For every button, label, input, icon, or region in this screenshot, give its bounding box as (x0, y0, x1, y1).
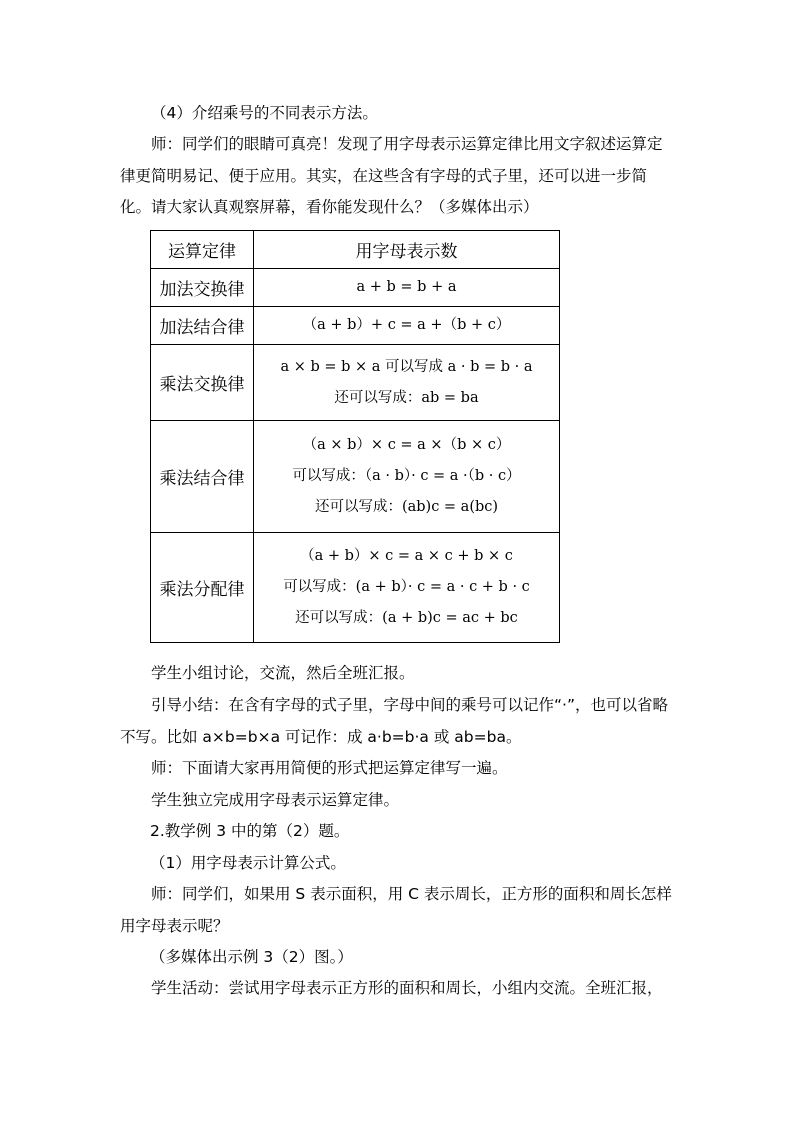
formula-line: 可以写成：（a · b）· c = a ·（b · c） (292, 468, 521, 484)
law-formula (254, 307, 560, 345)
formula-line: 可以写成：(a + b）· c = a · c + b · c (283, 579, 530, 595)
law-name: 乘法交换律 (151, 345, 254, 421)
formula-line: a × b = b × a 可以写成 a · b = b · a (280, 358, 533, 375)
law-formula (254, 421, 560, 533)
paragraph-student-activity: 学生活动：尝试用字母表示正方形的面积和周长，小组内交流。全班汇报， (151, 979, 663, 997)
formula-line: 还可以写成：(ab)c = a(bc) (314, 499, 499, 515)
law-name: 加法结合律 (151, 307, 254, 345)
paragraph-teacher-rewrite: 师：下面请大家再用简便的形式把运算定律写一遍。 (151, 759, 508, 777)
table-header-row (151, 231, 560, 269)
table-row (151, 307, 560, 345)
table-row (151, 421, 560, 533)
paragraph-teacher-question: 师：同学们，如果用 S 表示面积，用 C 表示周长，正方形的面积和周长怎样用字母表示呢？ (120, 885, 672, 935)
law-formula (254, 345, 560, 421)
operation-laws-table (150, 230, 560, 643)
paragraph-multimedia-figure: （多媒体出示例 3（2）图。） (150, 948, 353, 966)
law-formula (254, 533, 560, 643)
header-letter-representation: 用字母表示数 (254, 231, 560, 269)
law-name: 加法交换律 (151, 269, 254, 307)
formula-line: （a + b）+ c = a +（b + c） (302, 317, 511, 333)
paragraph-formula-step1: （1）用字母表示计算公式。 (150, 854, 346, 872)
paragraph-example3-part2: 2.教学例 3 中的第（2）题。 (150, 822, 350, 840)
formula-line: （a + b）× c = a × c + b × c (300, 548, 513, 564)
paragraph-group-discussion: 学生小组讨论，交流，然后全班汇报。 (151, 664, 415, 682)
formula-line: （a × b）× c = a ×（b × c） (302, 437, 511, 453)
table-row (151, 269, 560, 307)
table-row (151, 345, 560, 421)
formula-line: 还可以写成：(a + b)c = ac + bc (295, 610, 518, 626)
paragraph-summary: 引导小结：在含有字母的式子里，字母中间的乘号可以记作“·”，也可以省略不写。比如 a×b=b×a 可记作：成 a·b=b·a 或 ab=ba。 (120, 696, 668, 746)
law-name: 乘法分配律 (151, 533, 254, 643)
paragraph-intro-step4: （4）介绍乘号的不同表示方法。 (151, 104, 378, 122)
formula-line: a + b = b + a (356, 279, 457, 295)
law-formula (254, 269, 560, 307)
paragraph-student-independent: 学生独立完成用字母表示运算定律。 (151, 791, 400, 809)
paragraph-teacher-discovery: 师：同学们的眼睛可真亮！发现了用字母表示运算定律比用文字叙述运算定律更简明易记、便于应用。其实，在这些含有字母的式子里，还可以进一步简化。请大家认真观察屏幕，看你能发现什么？（多媒体出示） (120, 135, 663, 216)
header-operation-law: 运算定律 (151, 231, 254, 269)
formula-line: 还可以写成：ab = ba (334, 389, 479, 406)
law-name: 乘法结合律 (151, 421, 254, 533)
table-row (151, 533, 560, 643)
